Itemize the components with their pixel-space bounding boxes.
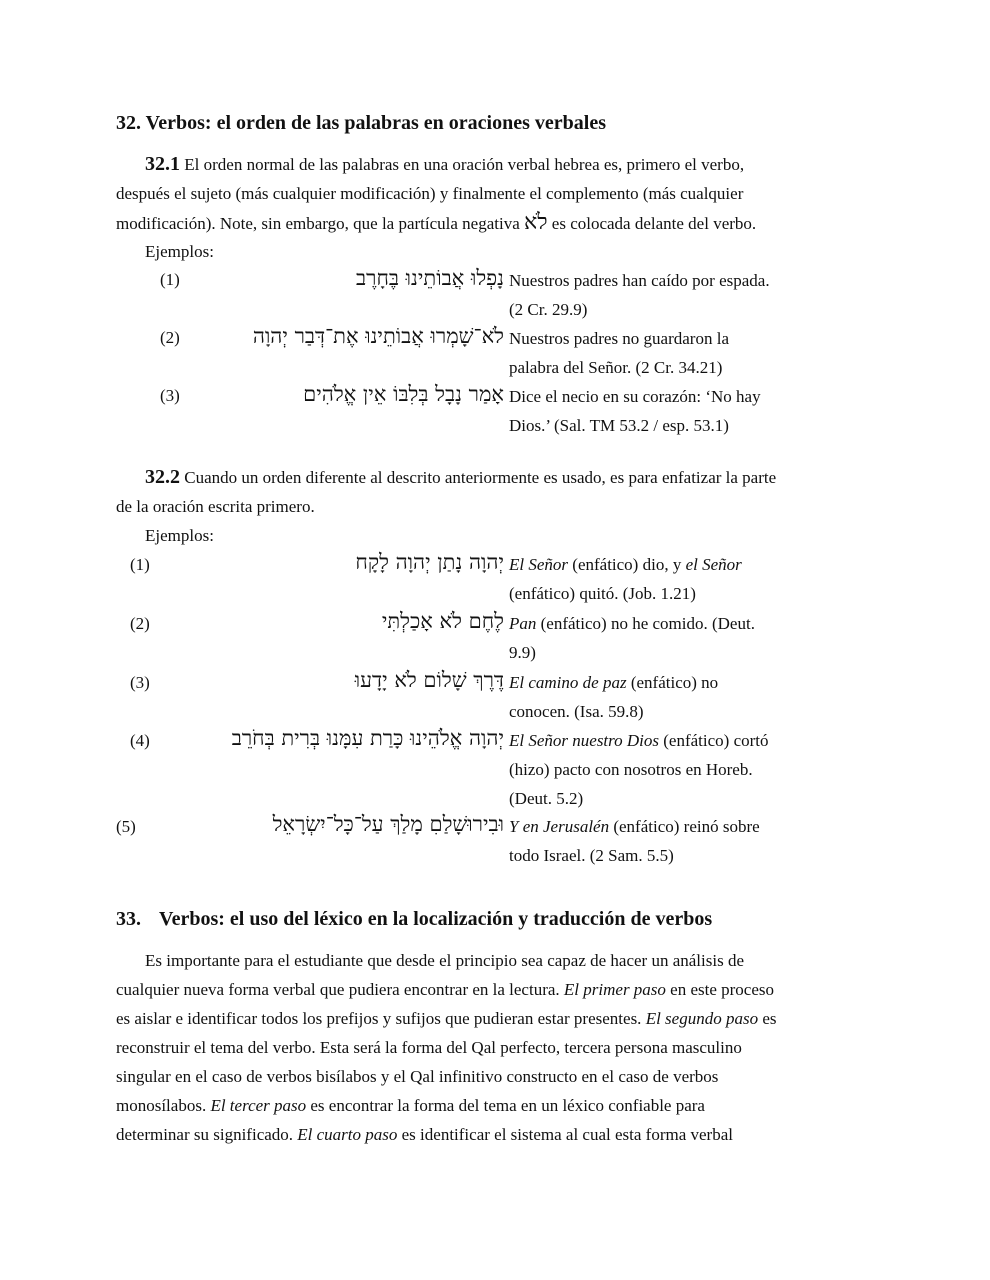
section-33-line-2: cualquier nueva forma verbal que pudiera encontrar en la lectura. El primer paso en este proceso bbox=[116, 980, 775, 999]
translation-line: 9.9) bbox=[509, 643, 536, 662]
translation-line: conocen. (Isa. 59.8) bbox=[509, 702, 644, 721]
hebrew-example: יְהוָה אֱלֹהֵינוּ כָּרַת עִמָּנוּ בְּרִית בְּחֹרֵב bbox=[231, 726, 504, 750]
hebrew-example: אָמַר נָבָל בְּלִבּוֹ אֵין אֱלֹהִים bbox=[303, 382, 504, 406]
paragraph-32-1-line-3: modificación). Note, sin embargo, que la partícula negativa לֹא es colocada delante del verbo. bbox=[116, 210, 757, 235]
paragraph-32-1-line-1: 32.1 El orden normal de las palabras en una oración verbal hebrea es, primero el verbo, bbox=[145, 153, 745, 175]
translation-line: Dice el necio en su corazón: ‘No hay bbox=[509, 387, 761, 406]
paragraph-32-2-line-2: de la oración escrita primero. bbox=[116, 497, 315, 516]
section-33-line-7: determinar su significado. El cuarto paso es identificar el sistema al cual esta forma verbal bbox=[116, 1125, 733, 1144]
paragraph-number: 32.1 bbox=[145, 153, 180, 175]
translation-line: El camino de paz (enfático) no bbox=[509, 673, 719, 692]
translation-line: todo Israel. (2 Sam. 5.5) bbox=[509, 846, 674, 865]
translation-line: (enfático) quitó. (Job. 1.21) bbox=[509, 584, 696, 603]
example-label: (2) bbox=[160, 328, 180, 347]
paragraph-number: 32.2 bbox=[145, 466, 180, 488]
paragraph-32-1-line-2: después el sujeto (más cualquier modificación) y finalmente el complemento (más cualquier bbox=[116, 184, 744, 203]
hebrew-negative-particle: לֹא bbox=[524, 210, 548, 235]
translation-line: Pan (enfático) no he comido. (Deut. bbox=[509, 614, 755, 633]
section-33-line-3: es aislar e identificar todos los prefijos y sufijos que pudieran estar presentes. El segundo paso es bbox=[116, 1009, 777, 1028]
hebrew-example: נָפְלוּ אֲבוֹתֵינוּ בֶּחָרֶב bbox=[356, 266, 504, 290]
paragraph-32-2-line-1: 32.2 Cuando un orden diferente al descrito anteriormente es usado, es para enfatizar la parte bbox=[145, 466, 777, 488]
section-33-line-5: singular en el caso de verbos bisílabos y el Qal infinitivo constructo en el caso de verbos bbox=[116, 1067, 719, 1086]
example-label: (2) bbox=[130, 614, 150, 633]
example-label: (1) bbox=[130, 555, 150, 574]
translation-line: (2 Cr. 29.9) bbox=[509, 300, 588, 319]
hebrew-example: דֶּרֶךְ שָׁלוֹם לֹא יָדָעוּ bbox=[354, 668, 504, 692]
section-32-title: 32. Verbos: el orden de las palabras en oraciones verbales bbox=[116, 112, 606, 134]
example-label: (3) bbox=[130, 673, 150, 692]
translation-line: (Deut. 5.2) bbox=[509, 789, 584, 808]
translation-line: palabra del Señor. (2 Cr. 34.21) bbox=[509, 358, 723, 377]
example-label: (4) bbox=[130, 731, 150, 750]
translation-line: Dios.’ (Sal. TM 53.2 / esp. 53.1) bbox=[509, 416, 729, 435]
example-label: (1) bbox=[160, 270, 180, 289]
hebrew-example: לֶחֶם לֹא אָכַלְתִּי bbox=[381, 609, 504, 633]
hebrew-example: וּבִירוּשָׁלַםִ מָלַךְ עַל־כָּל־יִשְׂרָאֵל bbox=[272, 812, 504, 836]
examples-heading: Ejemplos: bbox=[145, 526, 214, 545]
example-label: (5) bbox=[116, 817, 136, 836]
hebrew-example: יְהוָה נָתַן יְהוָה לָקָח bbox=[355, 550, 504, 574]
section-33-title: 33. Verbos: el uso del léxico en la localización y traducción de verbos bbox=[116, 908, 713, 930]
translation-line: Nuestros padres no guardaron la bbox=[509, 329, 729, 348]
section-33-line-1: Es importante para el estudiante que desde el principio sea capaz de hacer un análisis de bbox=[145, 951, 745, 970]
examples-heading: Ejemplos: bbox=[145, 242, 214, 261]
hebrew-example: לֹא־שָׁמְרוּ אֲבוֹתֵינוּ אֶת־דְּבַר יְהוָה bbox=[252, 324, 504, 348]
section-33-line-4: reconstruir el tema del verbo. Esta será la forma del Qal perfecto, tercera persona masculino bbox=[116, 1038, 742, 1057]
translation-line: Y en Jerusalén (enfático) reinó sobre bbox=[509, 817, 760, 836]
translation-line: El Señor nuestro Dios (enfático) cortó bbox=[509, 731, 769, 750]
section-33-line-6: monosílabos. El tercer paso es encontrar la forma del tema en un léxico confiable para bbox=[116, 1096, 705, 1115]
translation-line: El Señor (enfático) dio, y el Señor bbox=[509, 555, 742, 574]
translation-line: Nuestros padres han caído por espada. bbox=[509, 271, 770, 290]
example-label: (3) bbox=[160, 386, 180, 405]
translation-line: (hizo) pacto con nosotros en Horeb. bbox=[509, 760, 753, 779]
